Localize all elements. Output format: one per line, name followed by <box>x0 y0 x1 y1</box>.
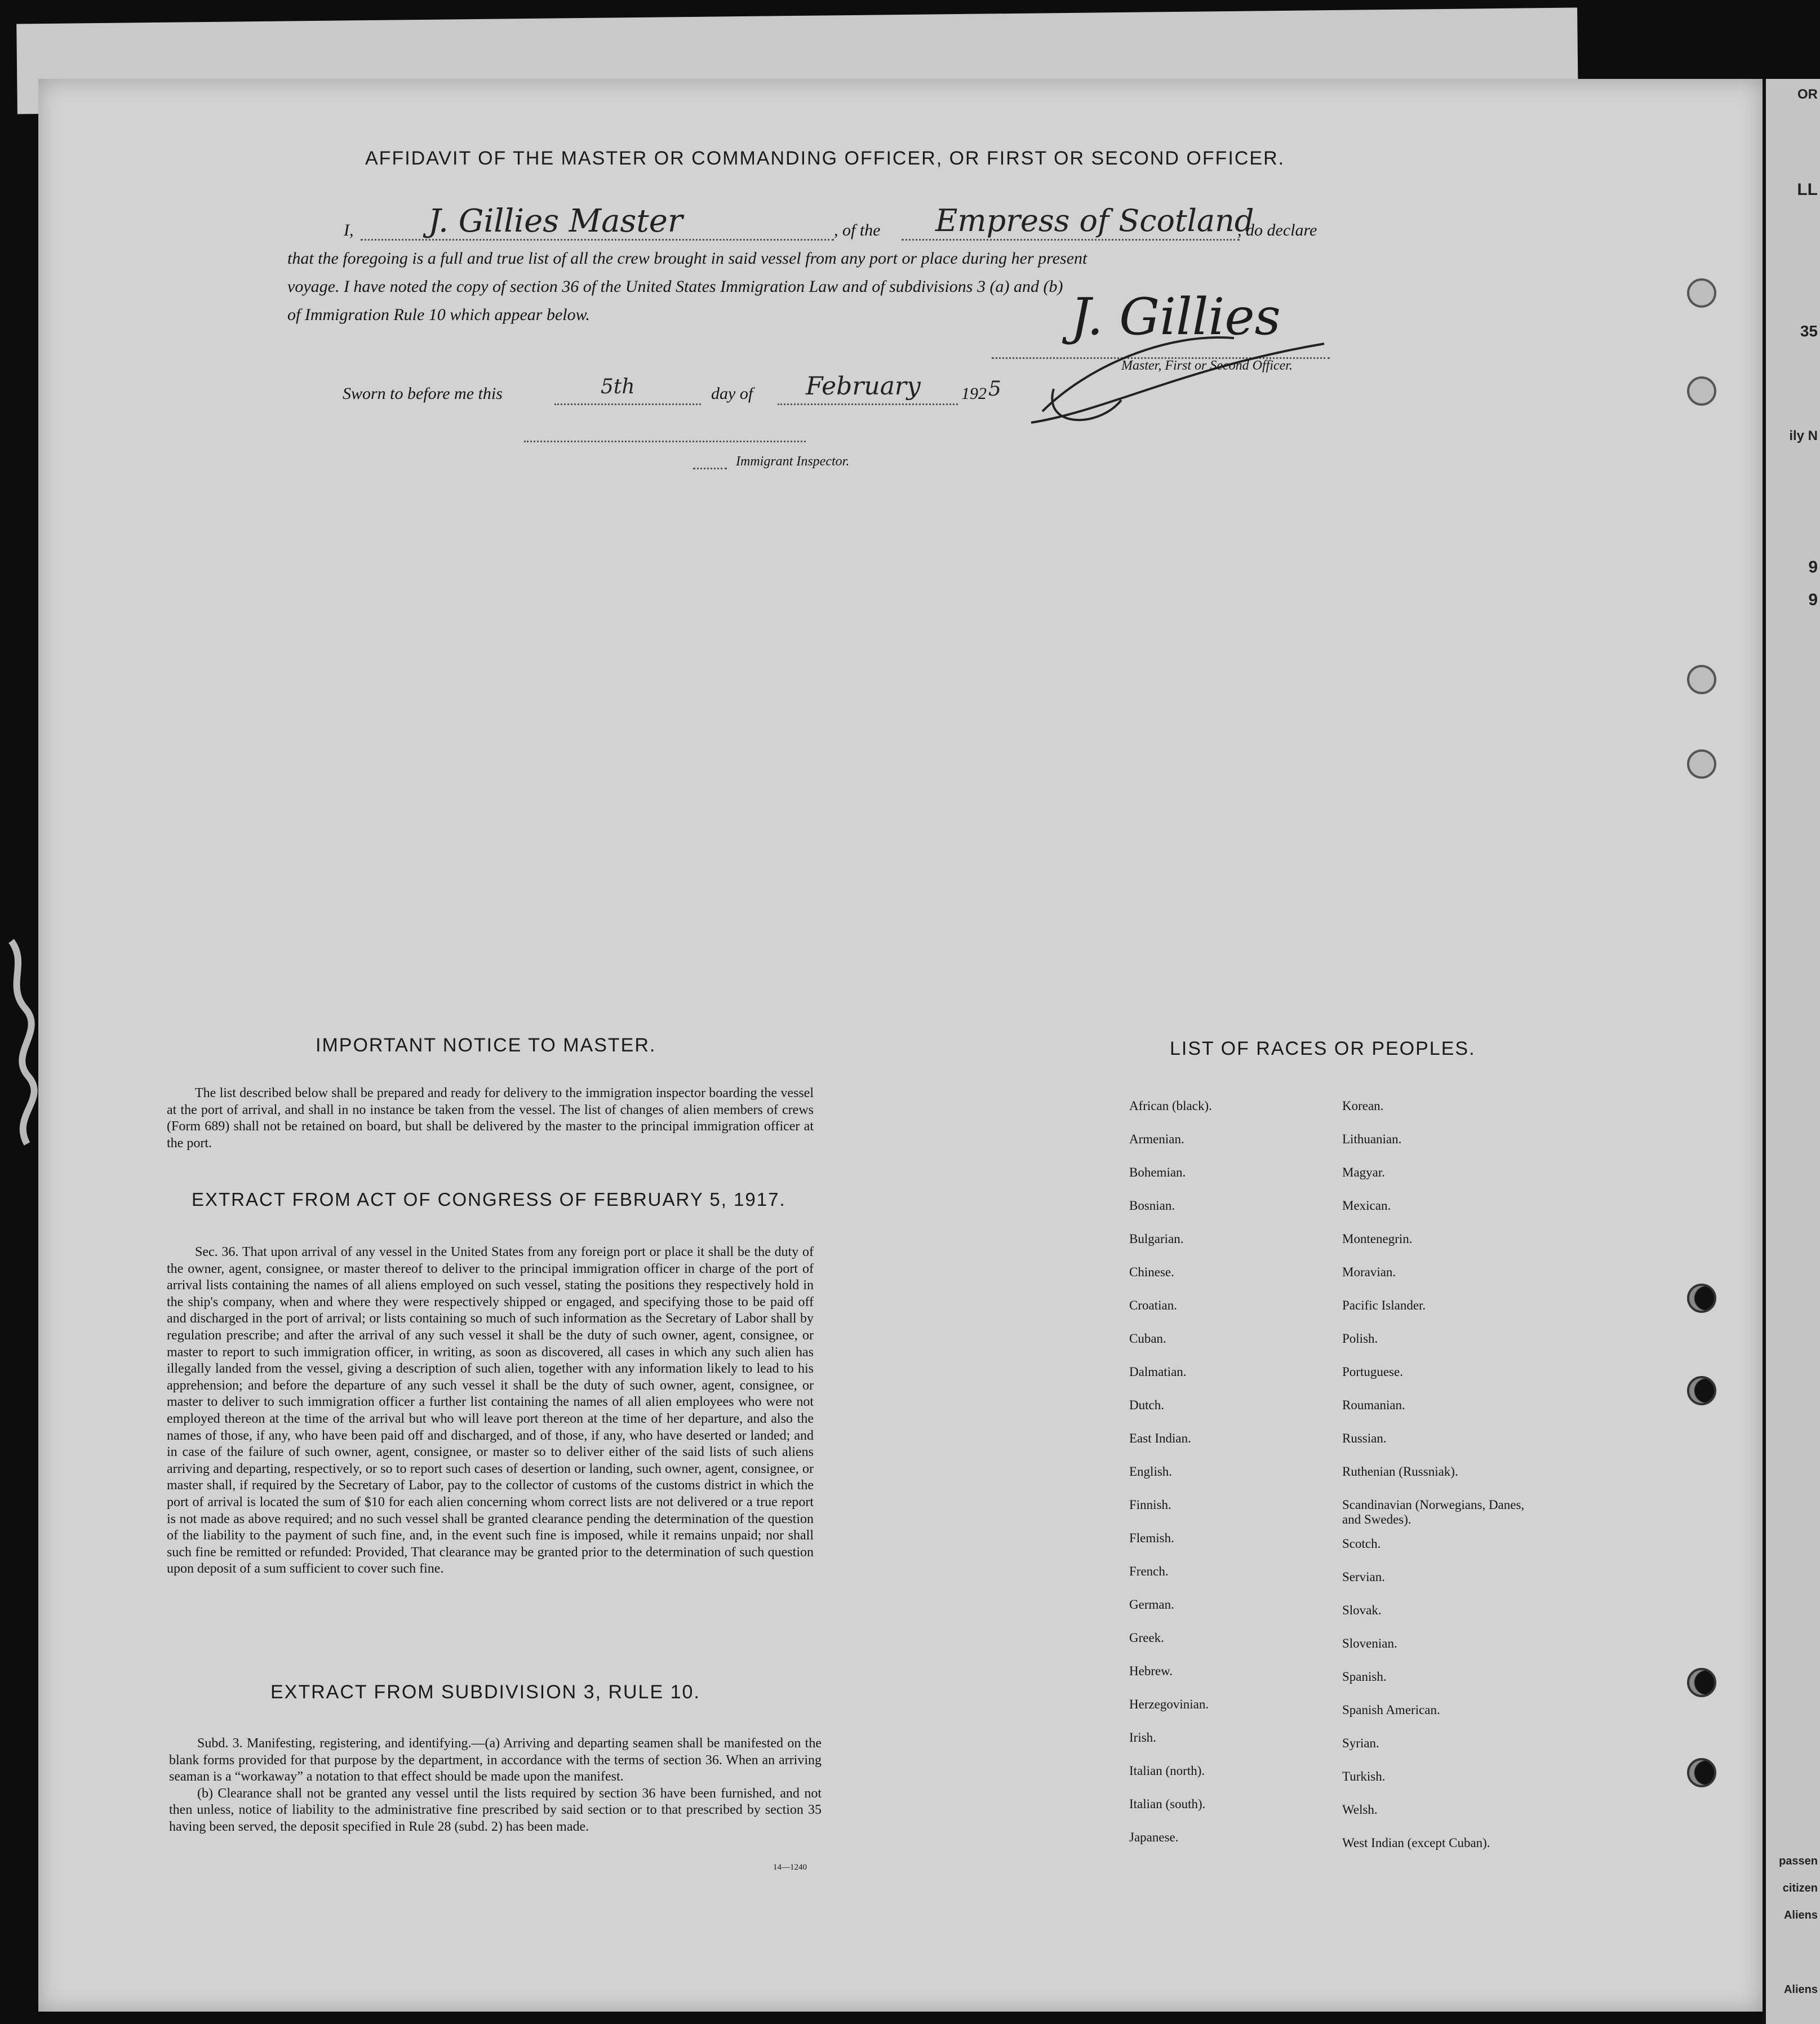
race-item: Flemish. <box>1129 1531 1174 1545</box>
race-item: Turkish. <box>1342 1769 1386 1783</box>
sworn-label: Sworn to before me this <box>343 384 503 403</box>
inspector-line <box>524 441 806 442</box>
race-item: Armenian. <box>1129 1132 1184 1146</box>
inspector-line-short <box>693 468 727 469</box>
signature-caption: Master, First or Second Officer. <box>1121 358 1293 373</box>
extract-rule-title: EXTRACT FROM SUBDIVISION 3, RULE 10. <box>270 1681 700 1703</box>
edge-text: Aliens <box>1783 1909 1818 1921</box>
race-item: Spanish. <box>1342 1670 1387 1684</box>
binder-hole <box>1687 1758 1716 1787</box>
edge-text: citizen <box>1782 1882 1818 1894</box>
sworn-day-line <box>554 403 701 405</box>
race-item: Portuguese. <box>1342 1365 1403 1379</box>
edge-text: 35 <box>1800 322 1818 340</box>
binder-hole <box>1687 278 1716 308</box>
race-item: Servian. <box>1342 1570 1386 1584</box>
race-item: Magyar. <box>1342 1165 1386 1179</box>
extract-rule-body <box>169 1736 822 1835</box>
edge-text: passen <box>1779 1855 1818 1867</box>
affidavit-title: AFFIDAVIT OF THE MASTER OR COMMANDING OFFICER, OR FIRST OR SECOND OFFICER. <box>365 148 1285 169</box>
do-declare-label: , do declare <box>1237 221 1317 239</box>
race-item: Montenegrin. <box>1342 1232 1413 1246</box>
extract-act-title: EXTRACT FROM ACT OF CONGRESS OF FEBRUARY 5, 1917. <box>192 1189 786 1210</box>
race-item: Bohemian. <box>1129 1165 1186 1179</box>
sworn-month: February <box>806 372 921 401</box>
race-item: Italian (south). <box>1129 1797 1206 1811</box>
race-item: German. <box>1129 1597 1174 1612</box>
race-item: Mexican. <box>1342 1199 1391 1213</box>
binder-hole <box>1687 665 1716 694</box>
race-item: Hebrew. <box>1129 1664 1173 1678</box>
race-item: Greek. <box>1129 1631 1164 1645</box>
margin-handwriting <box>0 930 39 1166</box>
race-item: Finnish. <box>1129 1498 1171 1512</box>
race-item: Slovenian. <box>1342 1636 1397 1650</box>
notice-title: IMPORTANT NOTICE TO MASTER. <box>316 1035 656 1056</box>
edge-text: Aliens <box>1783 1983 1818 1996</box>
binder-hole <box>1687 1376 1716 1405</box>
race-item: Croatian. <box>1129 1298 1177 1312</box>
rule-para-a: Subd. 3. Manifesting, registering, and identifying.—(a) Arriving and departing seamen shall be manifested on the blank forms provided for that purpose by the department, in accordance with the terms of section 36. When an arriving seaman is a “workaway” a notation to that effect should be made upon the manifest. <box>169 1736 822 1784</box>
race-item: Polish. <box>1342 1331 1378 1346</box>
binder-hole <box>1687 1668 1716 1697</box>
race-item: Ruthenian (Russniak). <box>1342 1464 1458 1479</box>
race-item: East Indian. <box>1129 1431 1191 1445</box>
race-item: English. <box>1129 1464 1173 1479</box>
inspector-caption: Immigrant Inspector. <box>736 454 850 469</box>
form-number: 14—1240 <box>773 1863 807 1872</box>
notice-text: The list described below shall be prepared and ready for delivery to the immigration inspector boarding the vessel at the port of arrival, and shall in no instance be taken from the vessel. The list of changes of alien members of crews (Form 689) shall not be retained on board, but shall be delivered by the master to the principal immigration officer at the port. <box>167 1086 814 1151</box>
race-item: Lithuanian. <box>1342 1132 1402 1146</box>
race-item: Welsh. <box>1342 1803 1378 1817</box>
race-item: Irish. <box>1129 1730 1156 1745</box>
declaration-line-3: voyage. I have noted the copy of section 36 of the United States Immigration Law and of subdivisions 3 (a) and (b) <box>287 277 1063 296</box>
race-item: Chinese. <box>1129 1265 1174 1279</box>
rule-para-b: (b) Clearance shall not be granted any vessel until the lists required by section 36 have been furnished, and not then unless, notice of liability to the administrative fine prescribed by said section or to that prescribed by section 35 having been served, the deposit specified in Rule 28 (subd. 2) has been made. <box>169 1786 822 1834</box>
edge-text: OR <box>1797 87 1818 102</box>
races-title: LIST OF RACES OR PEOPLES. <box>1170 1038 1476 1059</box>
declaration-line-4: of Immigration Rule 10 which appear below. <box>287 305 590 324</box>
race-item: Herzegovinian. <box>1129 1697 1209 1711</box>
race-item: West Indian (except Cuban). <box>1342 1836 1490 1850</box>
extract-act-text: Sec. 36. That upon arrival of any vessel in the United States from any foreign port or place it shall be the duty of the owner, agent, consignee, or master thereof to deliver to the principal immigration officer in charge of the port of arrival lists containing the names of all aliens employed on such vessel, stating the positions they respectively hold in the ship's company, when and where they were respectively shipped or engaged, and specifying those to be paid off and discharged in the port of arrival; or lists containing so much of such information as the Secretary of Labor shall by regulation prescribe; and after the arrival of any such vessel it shall be the duty of such owner, agent, consignee, or master to report to such immigration officer, in writing, as soon as discovered, all cases in which any such alien has illegally landed from the vessel, giving a description of such alien, together with any information likely to lead to his apprehension; and before the departure of any such vessel it shall be the duty of such owner, agent, consignee, or master to deliver to such immigration officer a further list containing the names of all alien employees who were not employed thereon at the time of the arrival but who will leave port thereon at the time of her departure, and also the names of those, if any, who have been paid off and discharged, and of those, if any, who have deserted or landed; and in case of the failure of such owner, agent, consignee, or master so to deliver either of the said lists of such aliens arriving and departing, respectively, or so to report such cases of desertion or landing, such owner, agent, consignee, or master shall, if required by the Secretary of Labor, pay to the collector of customs of the customs district in which the port of arrival is located the sum of $10 for each alien concerning whom correct lists are not delivered or a true report is not made as above required; and no such vessel shall be granted clearance pending the determination of the question of the liability to the payment of such fine, and, in the event such fine is imposed, while it remains unpaid; nor shall such fine be remitted or refunded: Provided, That clearance may be granted prior to the determination of such question upon deposit of a sum sufficient to cover such fine. <box>167 1245 814 1577</box>
edge-text: 9 <box>1808 558 1818 576</box>
of-the-label: , of the <box>834 221 881 239</box>
race-item: Japanese. <box>1129 1830 1179 1844</box>
race-item: Bulgarian. <box>1129 1232 1184 1246</box>
race-item: African (black). <box>1129 1099 1212 1113</box>
edge-text: 9 <box>1808 591 1818 609</box>
race-item: Pacific Islander. <box>1342 1298 1426 1312</box>
edge-text: ily N <box>1789 428 1818 443</box>
race-item: Dutch. <box>1129 1398 1164 1412</box>
race-item: Bosnian. <box>1129 1199 1175 1213</box>
year-prefix: 192 <box>961 384 987 403</box>
day-of-label: day of <box>711 384 753 403</box>
binder-hole <box>1687 749 1716 779</box>
notice-body <box>167 1085 814 1152</box>
binder-hole <box>1687 1284 1716 1313</box>
race-item: Korean. <box>1342 1099 1384 1113</box>
adjacent-page-edge <box>1763 79 1820 2024</box>
master-signature: J. Gillies <box>1071 287 1281 347</box>
manifest-page <box>38 79 1763 2012</box>
race-item: Spanish American. <box>1342 1703 1440 1717</box>
edge-text: LL <box>1797 180 1818 199</box>
race-item: Syrian. <box>1342 1736 1379 1750</box>
race-item: Italian (north). <box>1129 1764 1205 1778</box>
race-item: Scotch. <box>1342 1537 1381 1551</box>
race-item: Cuban. <box>1129 1331 1166 1346</box>
race-item: Dalmatian. <box>1129 1365 1187 1379</box>
race-item: Roumanian. <box>1342 1398 1405 1412</box>
sworn-month-line <box>778 403 958 405</box>
vessel-name-line <box>902 239 1240 241</box>
i-label: I, <box>344 221 354 239</box>
race-item: Slovak. <box>1342 1603 1382 1617</box>
year-suffix: 5 <box>988 378 1001 401</box>
binder-hole <box>1687 376 1716 406</box>
extract-act-body <box>167 1244 814 1578</box>
race-item: Russian. <box>1342 1431 1387 1445</box>
sworn-day: 5th <box>601 375 635 398</box>
race-item: Moravian. <box>1342 1265 1396 1279</box>
declaration-line-2: that the foregoing is a full and true list of all the crew brought in said vessel from any port or place during her present <box>287 249 1087 268</box>
master-name: J. Gillies Master <box>428 203 683 239</box>
race-item: Scandinavian (Norwegians, Danes, and Swedes). <box>1342 1498 1525 1526</box>
race-item: French. <box>1129 1564 1169 1578</box>
vessel-name: Empress of Scotland <box>935 203 1254 238</box>
